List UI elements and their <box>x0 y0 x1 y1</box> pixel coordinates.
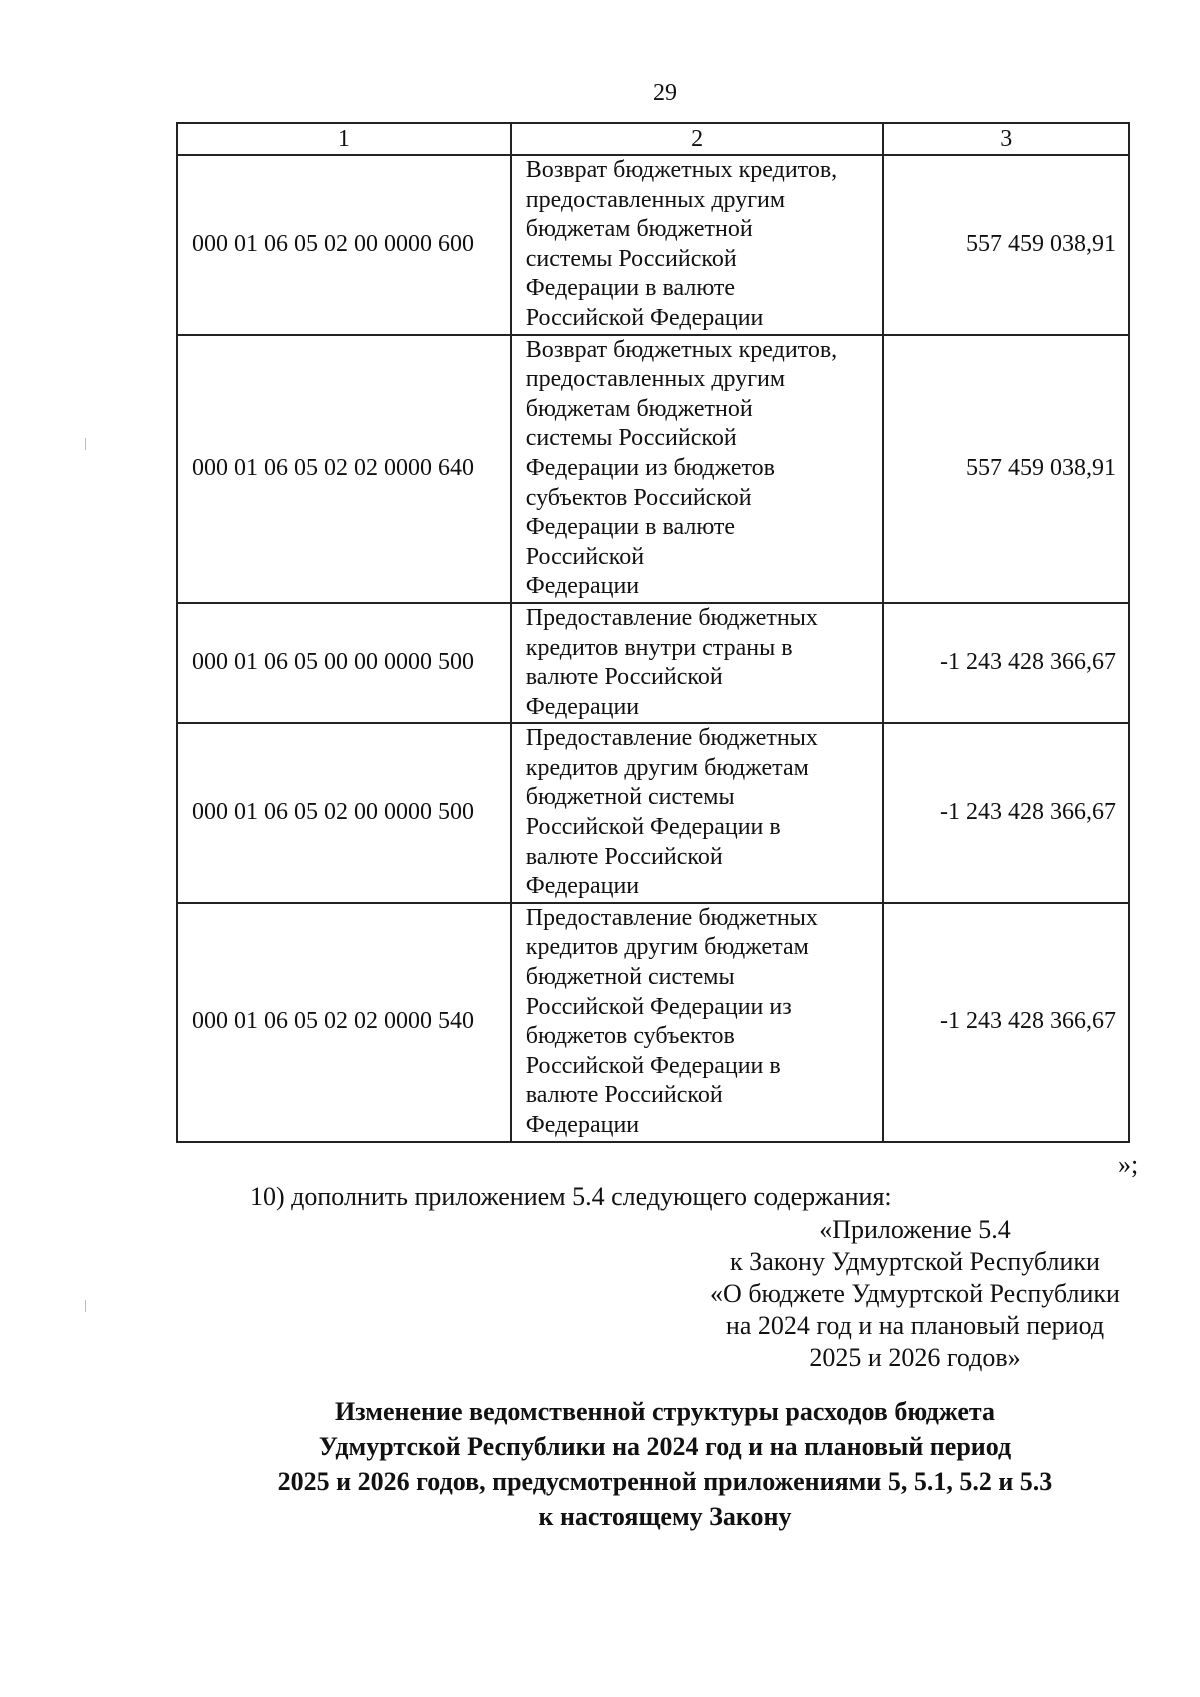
description-line: валюте Российской <box>525 843 723 870</box>
description-line: предоставленных другим <box>525 186 786 213</box>
heading-line: к настоящему Закону <box>538 1502 792 1531</box>
section-heading <box>0 1394 1200 1534</box>
heading-line: Удмуртской Республики на 2024 год и на плановый период <box>318 1432 1012 1461</box>
description-line: валюте Российской <box>525 664 723 691</box>
description-line: Федерации в валюте <box>525 275 736 302</box>
budget-code-cell: 000 01 06 05 02 02 0000 540 <box>177 903 511 1142</box>
description-cell <box>511 335 884 603</box>
budget-sources-table <box>176 122 1130 1143</box>
description-cell <box>511 903 884 1142</box>
description-line: Предоставление бюджетных <box>525 725 818 752</box>
margin-mark <box>85 1300 86 1312</box>
page-number: 29 <box>653 80 677 106</box>
description-line: Федерации из бюджетов <box>525 454 776 481</box>
description-line: бюджетной системы <box>525 964 735 991</box>
budget-code-cell: 000 01 06 05 02 00 0000 600 <box>177 155 511 335</box>
description-cell <box>511 603 884 723</box>
description-line: Федерации <box>525 693 640 720</box>
description-line: системы Российской <box>525 425 737 452</box>
amount-cell: -1 243 428 366,67 <box>883 603 1129 723</box>
amount-cell: 557 459 038,91 <box>883 155 1129 335</box>
table-row <box>177 603 1129 723</box>
description-line: Возврат бюджетных кредитов, <box>525 157 838 183</box>
description-line: Российской Федерации в <box>525 814 781 841</box>
column-header: 1 <box>177 123 511 155</box>
column-header: 3 <box>883 123 1129 155</box>
description-line: Возврат бюджетных кредитов, <box>525 336 838 363</box>
description-cell <box>511 723 884 903</box>
description-line: системы Российской <box>525 245 737 272</box>
amendment-text: 10) дополнить приложением 5.4 следующего содержания: <box>250 1182 892 1211</box>
description-line: предоставленных другим <box>525 366 786 393</box>
description-line: бюджетов субъектов <box>525 1023 735 1050</box>
description-line: бюджетам бюджетной <box>525 216 753 243</box>
amount-cell: -1 243 428 366,67 <box>883 723 1129 903</box>
margin-mark <box>85 438 86 450</box>
description-line: кредитов другим бюджетам <box>525 754 809 781</box>
table-row <box>177 335 1129 603</box>
table-row <box>177 155 1129 335</box>
table-header-row <box>177 123 1129 155</box>
description-line: бюджетной системы <box>525 784 735 811</box>
description-line: Российской <box>525 543 645 570</box>
description-cell <box>511 155 884 335</box>
description-line: Федерации <box>525 573 640 600</box>
description-line: субъектов Российской <box>525 484 752 511</box>
appendix-note-line: на 2024 год и на плановый период <box>725 1311 1105 1340</box>
table-row <box>177 903 1129 1142</box>
appendix-note-line: 2025 и 2026 годов» <box>809 1343 1021 1372</box>
closing-quote: »; <box>1118 1150 1139 1179</box>
budget-code-cell: 000 01 06 05 02 00 0000 500 <box>177 723 511 903</box>
description-line: Российской Федерации <box>525 304 764 331</box>
description-line: кредитов другим бюджетам <box>525 934 809 961</box>
heading-line: Изменение ведомственной структуры расходов бюджета <box>334 1397 996 1426</box>
appendix-note <box>680 1214 1150 1374</box>
description-line: Федерации <box>525 1112 640 1138</box>
table-row <box>177 723 1129 903</box>
description-line: кредитов внутри страны в <box>525 634 793 661</box>
description-line: Предоставление бюджетных <box>525 604 818 631</box>
budget-code-cell: 000 01 06 05 02 02 0000 640 <box>177 335 511 603</box>
heading-line: 2025 и 2026 годов, предусмотренной приложениями 5, 5.1, 5.2 и 5.3 <box>277 1467 1053 1496</box>
description-line: валюте Российской <box>525 1082 723 1109</box>
description-line: Российской Федерации из <box>525 993 792 1020</box>
appendix-note-line: к Закону Удмуртской Республики <box>730 1247 1100 1276</box>
description-line: бюджетам бюджетной <box>525 395 753 422</box>
column-header: 2 <box>511 123 884 155</box>
description-line: Российской Федерации в <box>525 1052 781 1079</box>
budget-code-cell: 000 01 06 05 00 00 0000 500 <box>177 603 511 723</box>
appendix-note-line: «О бюджете Удмуртской Республики <box>710 1279 1120 1308</box>
description-line: Федерации <box>525 873 640 900</box>
appendix-note-line: «Приложение 5.4 <box>819 1215 1011 1244</box>
description-line: Предоставление бюджетных <box>525 904 818 931</box>
amount-cell: -1 243 428 366,67 <box>883 903 1129 1142</box>
amount-cell: 557 459 038,91 <box>883 335 1129 603</box>
description-line: Федерации в валюте <box>525 514 736 541</box>
